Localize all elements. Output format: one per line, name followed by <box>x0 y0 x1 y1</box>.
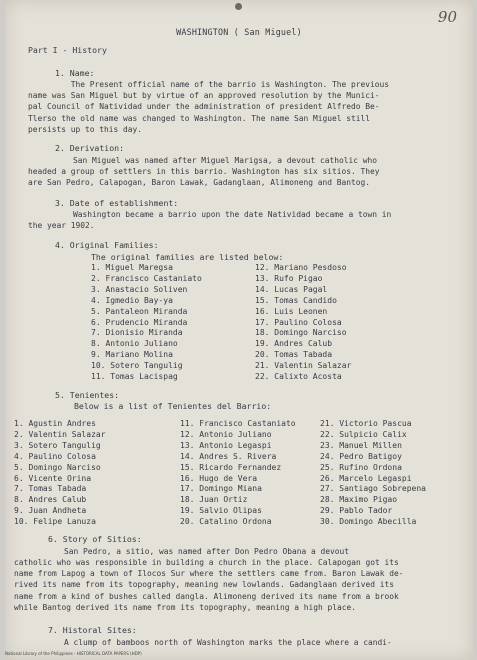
list-item: 16. Hugo de Vera <box>180 473 258 483</box>
document-title: WASHINGTON ( San Miguel) <box>176 27 302 37</box>
list-item: 9. Juan Andheta <box>14 506 87 516</box>
list-item: 19. Andres Calub <box>255 339 333 349</box>
section-3-text-cont <box>28 220 95 231</box>
list-item: 3. Sotero Tangulig <box>14 440 101 450</box>
section-3-heading: 3. Date of establishment: <box>55 198 179 208</box>
list-item: 20. Catalino Ordona <box>180 517 272 527</box>
list-item: 3. Anastacio Soliven <box>91 284 188 294</box>
list-item: 30. Domingo Abecilla <box>320 517 417 527</box>
list-item: 15. Ricardo Fernandez <box>180 462 282 472</box>
text-line: Washington became a barrio upon the date Natividad became a town in <box>54 210 392 219</box>
list-item: 28. Maximo Pigao <box>320 495 398 505</box>
list-item: 1. Agustin Andres <box>14 419 96 428</box>
section-6-text-cont <box>14 557 404 613</box>
text-line: name from a kind of bushes called dangla. Alimoneng derived its name from a brook <box>14 591 399 601</box>
list-item: 27. Santiago Sobrepena <box>320 484 426 494</box>
list-item: 5. Domingo Narciso <box>14 462 101 472</box>
document-page <box>5 0 473 660</box>
list-item: 14. Andres S. Rivera <box>180 451 277 461</box>
text-line: pal Council of Natividad under the administration of president Alfredo Be- <box>28 102 380 112</box>
section-1-text <box>28 79 389 135</box>
list-item: 12. Mariano Pesdoso <box>255 263 347 272</box>
section-2-text-cont <box>28 166 380 188</box>
text-line: are San Pedro, Calapogan, Baron Lawak, Gadanglaan, Alimoneng and Bantog. <box>28 178 371 188</box>
tenientes-col-1 <box>14 419 106 528</box>
list-item: 8. Andres Calub <box>14 495 87 505</box>
list-item: 2. Francisco Castaniato <box>91 273 202 283</box>
list-item: 19. Salvio Olipas <box>180 506 262 516</box>
page-number: 90 <box>437 8 457 26</box>
list-item: 21. Valentin Salazar <box>255 361 352 371</box>
list-item: 8. Antonio Juliano <box>91 339 178 349</box>
list-item: 12. Antonio Juliano <box>180 429 272 439</box>
tenientes-col-3 <box>320 419 426 528</box>
list-item: 18. Domingo Narciso <box>255 328 347 338</box>
list-item: 24. Pedro Batigoy <box>320 451 402 461</box>
text-line: headed a group of settlers in this barrio. Washington has six sitios. They <box>28 167 380 176</box>
section-4-intro: The original families are listed below: <box>91 252 284 262</box>
binder-hole <box>235 3 242 10</box>
text-line: name was San Miguel but by virtue of an approved resolution by the Munici- <box>28 91 380 101</box>
list-item: 15. Tomas Candido <box>255 295 337 305</box>
tenientes-col-2 <box>180 419 296 528</box>
list-item: 22. Sulpicio Calix <box>320 429 407 439</box>
list-item: 16. Luis Leonen <box>255 306 328 316</box>
section-6-text <box>45 546 349 557</box>
list-item: 1. Miguel Maregsa <box>91 263 173 272</box>
section-5-heading: 5. Tenientes: <box>55 390 120 400</box>
list-item: 29. Pablo Tador <box>320 506 393 516</box>
text-line: Tlerso the old name was changed to Washington. The name San Miguel still <box>28 113 371 123</box>
section-3-text <box>54 209 391 220</box>
section-2-text <box>54 155 377 166</box>
list-item: 4. Igmedio Bay-ya <box>91 295 173 305</box>
list-item: 7. Dionisio Miranda <box>91 328 183 338</box>
text-line: persists up to this day. <box>28 124 143 134</box>
list-item: 23. Manuel Millen <box>320 440 402 450</box>
text-line: catholic who was responsible in building a church in the place. Calapogan got its <box>14 558 399 567</box>
list-item: 7. Tomas Tabada <box>14 484 87 494</box>
section-7-text <box>45 637 392 648</box>
list-item: 6. Vicente Orina <box>14 473 92 483</box>
list-item: 21. Victorio Pascua <box>320 419 412 428</box>
list-item: 13. Rufo Pigao <box>255 273 323 283</box>
list-item: 20. Tomas Tabada <box>255 350 333 360</box>
families-list-right <box>255 263 351 383</box>
list-item: 6. Prudencio Miranda <box>91 317 188 327</box>
list-item: 22. Calixto Acosta <box>255 372 342 382</box>
text-line: A clump of bamboos north of Washington marks the place where a candi- <box>45 638 392 647</box>
list-item: 17. Domingo Miana <box>180 484 262 494</box>
text-line: San Miguel was named after Miguel Marigsa, a devout catholic who <box>54 156 378 165</box>
list-item: 18. Juan Ortiz <box>180 495 248 505</box>
text-line: while Bantog derived its name from its topography, meaning a high place. <box>14 602 357 612</box>
list-item: 5. Pantaleon Miranda <box>91 306 188 316</box>
section-4-heading: 4. Original Families: <box>55 240 159 250</box>
text-line: The Present official name of the barrio is Washington. The previous <box>28 80 390 89</box>
text-line: name from Lapog a town of Ilocos Sur where the settlers came from. Baron Lawak de- <box>14 569 404 579</box>
list-item: 25. Rufino Ordona <box>320 462 402 472</box>
section-7-heading: 7. Historal Sites: <box>48 625 137 635</box>
text-line: the year 1902. <box>28 221 95 230</box>
section-6-heading: 6. Story of Sitios: <box>48 534 142 544</box>
section-2-heading: 2. Derivation: <box>55 143 125 153</box>
section-1-heading: 1. Name: <box>55 68 95 78</box>
list-item: 13. Antonio Legaspi <box>180 440 272 450</box>
list-item: 10. Sotero Tangulig <box>91 361 183 371</box>
text-line: rived its name from its topography, meaning new lowlands. Gadanglaan derived its <box>14 580 395 590</box>
list-item: 10. Felipe Lanuza <box>14 517 96 527</box>
list-item: 2. Valentin Salazar <box>14 429 106 439</box>
list-item: 14. Lucas Pagal <box>255 284 328 294</box>
section-5-intro: Below is a list of Tenientes del Barrio: <box>74 401 272 411</box>
list-item: 4. Paulino Colosa <box>14 451 96 461</box>
part-heading: Part I - History <box>28 45 107 55</box>
archive-footer: National Library of the Philippines - HISTORICAL DATA PAPERS (HDP) <box>5 651 142 656</box>
families-list-left <box>91 263 202 383</box>
list-item: 11. Tomas Lacispag <box>91 372 178 382</box>
list-item: 26. Marcelo Legaspi <box>320 473 412 483</box>
list-item: 11. Francisco Castaniato <box>180 419 296 428</box>
list-item: 9. Mariano Molina <box>91 350 173 360</box>
text-line: San Pedro, a sitio, was named after Don Pedro Obana a devout <box>45 547 350 556</box>
list-item: 17. Paulino Colosa <box>255 317 342 327</box>
